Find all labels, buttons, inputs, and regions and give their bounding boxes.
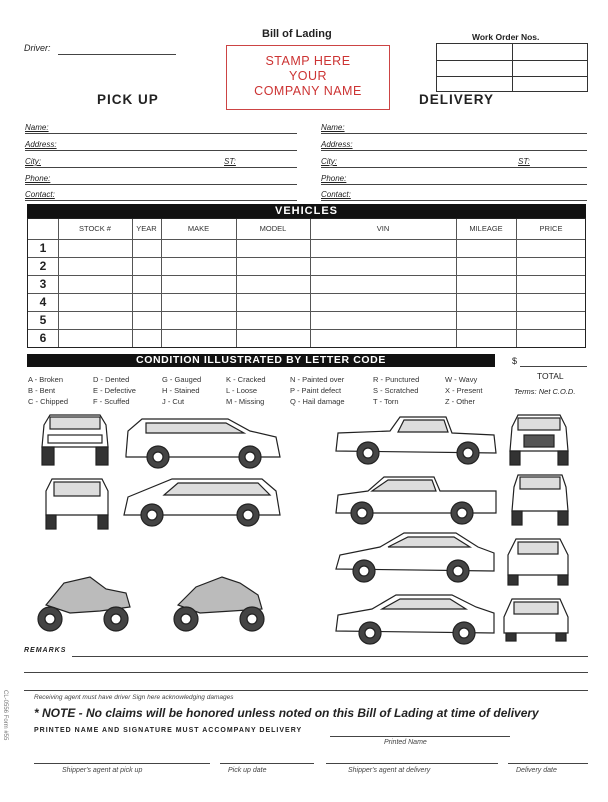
suv-front-icon <box>42 415 108 465</box>
remarks-line-2[interactable] <box>24 672 588 673</box>
delivery-address-label: Address: <box>321 140 353 149</box>
delivery-name-label: Name: <box>321 123 345 132</box>
col-model: MODEL <box>259 224 287 233</box>
work-order-title: Work Order Nos. <box>472 32 540 42</box>
code-n: N - Painted over <box>290 375 345 384</box>
pickup-rear-icon <box>512 475 568 525</box>
code-k: K - Cracked <box>226 375 266 384</box>
damage-diagram[interactable] <box>0 405 608 645</box>
delivery-contact-label: Contact: <box>321 190 351 199</box>
printed-name-requirement: PRINTED NAME AND SIGNATURE MUST ACCOMPANY DELIVERY <box>34 727 303 734</box>
work-order-grid[interactable] <box>436 43 588 92</box>
delivery-heading: DELIVERY <box>419 92 495 107</box>
delivery-phone-label: Phone: <box>321 174 347 183</box>
receiving-agent-note: Receiving agent must have driver Sign here acknowledging damages <box>34 694 234 701</box>
driver-label: Driver: <box>24 43 51 53</box>
delivery-city-field[interactable] <box>321 167 587 168</box>
pickup-phone-field[interactable] <box>25 184 297 185</box>
pickup-st-label: ST: <box>224 157 236 166</box>
row-number: 2 <box>39 259 47 273</box>
code-z: Z - Other <box>445 397 476 406</box>
code-q: Q - Hail damage <box>290 397 345 406</box>
code-d: D - Dented <box>93 375 130 384</box>
code-r: R - Punctured <box>373 375 420 384</box>
code-f: F - Scuffed <box>93 397 130 406</box>
shipper-pickup-line[interactable] <box>34 763 210 764</box>
driver-line[interactable] <box>58 54 176 55</box>
terms-label: Terms: Net C.O.D. <box>514 387 576 396</box>
delivery-date-label: Delivery date <box>516 767 557 774</box>
code-j: J - Cut <box>162 397 185 406</box>
pickup-side-icon-2 <box>336 477 496 524</box>
suv-rear-icon <box>46 479 108 529</box>
sedan-rear-icon <box>504 599 568 641</box>
code-x: X - Present <box>445 386 483 395</box>
pickup-heading: PICK UP <box>97 92 159 107</box>
total-label: TOTAL <box>537 371 564 381</box>
vehicles-title-bar: VEHICLES <box>27 204 586 218</box>
col-year: YEAR <box>136 224 157 233</box>
code-a: A - Broken <box>28 375 64 384</box>
pickup-city-field[interactable] <box>25 167 297 168</box>
dollar-sign: $ <box>512 356 518 366</box>
pickup-front-icon <box>510 415 568 465</box>
motorcycle-icon <box>38 577 130 631</box>
pickup-address-label: Address: <box>25 140 57 149</box>
remarks-label: REMARKS <box>24 647 67 654</box>
col-price: PRICE <box>539 224 563 233</box>
stamp-line-2: YOUR <box>288 69 328 83</box>
shipper-delivery-line[interactable] <box>326 763 498 764</box>
code-g: G - Gauged <box>162 375 202 384</box>
code-p: P - Paint defect <box>290 386 342 395</box>
code-l: L - Loose <box>226 386 257 395</box>
form-title: Bill of Lading <box>262 28 332 40</box>
pickup-side-icon <box>336 417 496 464</box>
motorcycle-icon-2 <box>174 577 264 631</box>
row-number: 1 <box>39 241 47 255</box>
sedan-front-icon <box>508 539 568 585</box>
pickup-name-field[interactable] <box>25 133 297 134</box>
remarks-line-3[interactable] <box>24 690 588 691</box>
row-number: 5 <box>39 313 47 327</box>
row-number: 3 <box>39 277 47 291</box>
code-t: T - Torn <box>373 397 399 406</box>
delivery-address-field[interactable] <box>321 150 587 151</box>
stamp-line-1: STAMP HERE <box>265 54 351 68</box>
suv-side-icon-2 <box>124 479 280 526</box>
pickup-date-line[interactable] <box>220 763 314 764</box>
condition-title-bar: CONDITION ILLUSTRATED BY LETTER CODE <box>27 354 495 367</box>
delivery-contact-field[interactable] <box>321 200 587 201</box>
printed-name-line[interactable] <box>330 736 510 737</box>
code-w: W - Wavy <box>445 375 478 384</box>
pickup-contact-label: Contact: <box>25 190 55 199</box>
col-mileage: MILEAGE <box>469 224 503 233</box>
sedan-side-icon <box>336 533 494 582</box>
row-number: 6 <box>39 331 47 345</box>
code-m: M - Missing <box>226 397 265 406</box>
company-stamp-box <box>226 45 390 110</box>
delivery-st-label: ST: <box>518 157 530 166</box>
code-s: S - Scratched <box>373 386 419 395</box>
pickup-name-label: Name: <box>25 123 49 132</box>
pickup-contact-field[interactable] <box>25 200 297 201</box>
code-h: H - Stained <box>162 386 200 395</box>
delivery-date-line[interactable] <box>508 763 588 764</box>
pickup-address-field[interactable] <box>25 150 297 151</box>
code-e: E - Defective <box>93 386 136 395</box>
code-c: C - Chipped <box>28 397 69 406</box>
pickup-phone-label: Phone: <box>25 174 51 183</box>
pickup-date-label: Pick up date <box>228 767 267 774</box>
form-side-code: CL-0556 Form #55 <box>2 690 8 741</box>
shipper-pickup-label: Shipper's agent at pick up <box>62 767 143 774</box>
code-b: B - Bent <box>28 386 56 395</box>
printed-name-label: Printed Name <box>384 739 427 746</box>
col-make: MAKE <box>187 224 210 233</box>
pickup-city-label: City: <box>25 157 41 166</box>
shipper-delivery-label: Shipper's agent at delivery <box>348 767 431 774</box>
sedan-side-icon-2 <box>336 595 494 644</box>
col-vin: VIN <box>376 224 390 233</box>
stamp-line-3: COMPANY NAME <box>254 84 362 98</box>
delivery-city-label: City: <box>321 157 337 166</box>
total-field[interactable] <box>520 366 587 367</box>
suv-side-icon <box>126 419 280 468</box>
remarks-line-1[interactable] <box>72 656 588 657</box>
row-number: 4 <box>39 295 47 309</box>
claims-note: * NOTE - No claims will be honored unless noted on this Bill of Lading at time of delivery <box>34 706 539 720</box>
col-stock: STOCK # <box>79 224 111 233</box>
vehicles-table <box>27 218 586 348</box>
delivery-phone-field[interactable] <box>321 184 587 185</box>
delivery-name-field[interactable] <box>321 133 587 134</box>
